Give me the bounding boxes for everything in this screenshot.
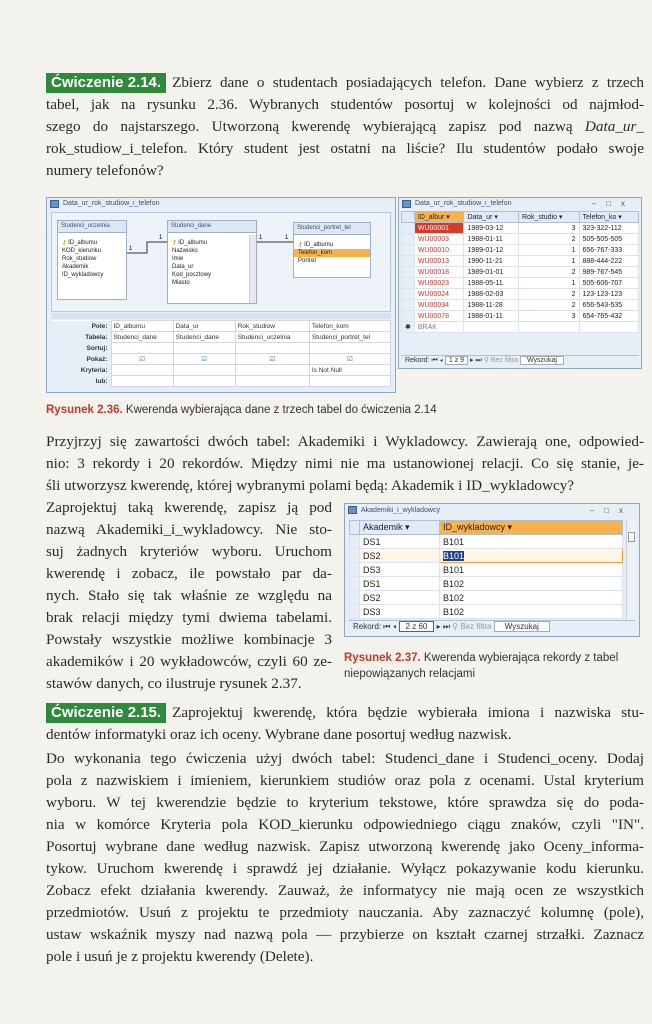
show-checkbox[interactable]: ☑	[173, 354, 235, 365]
row-selector[interactable]	[402, 289, 415, 300]
text-line: Powstały wszystkie możliwe kombinacje 3	[46, 631, 332, 648]
table-cell[interactable]: DS2	[360, 591, 440, 605]
nav-last-button[interactable]: ⏭	[442, 622, 451, 631]
row-selector[interactable]	[350, 605, 360, 619]
field-item-selected[interactable]: Telefon_kom	[294, 249, 370, 257]
text-line: brak relacji między tymi dwiema tabelami.	[46, 609, 332, 626]
key-icon: ⚷	[62, 240, 67, 246]
grid-row-label: Pokaż:	[51, 354, 111, 365]
table-cell[interactable]: 3	[519, 223, 580, 234]
selected-text: B101	[443, 550, 465, 561]
result-rows	[402, 223, 639, 322]
datasheet-icon	[348, 506, 357, 514]
grid-cell[interactable]: Studenci_portret_tel	[309, 332, 390, 343]
caption-text: Kwerenda wybierająca rekordy z tabel niepowiązanych relacjami	[344, 652, 619, 680]
table-row[interactable]	[402, 300, 639, 311]
nav-first-button[interactable]: ⏮	[431, 357, 438, 364]
table-cell[interactable]: 505-505-505	[579, 234, 639, 245]
grid-row-label: Pole:	[51, 321, 111, 332]
table-cell[interactable]: 505-606-707	[579, 278, 639, 289]
table-cell[interactable]: WU00024	[414, 289, 464, 300]
new-row-cell[interactable]: BRAK	[414, 322, 464, 333]
result-table	[401, 211, 639, 333]
window-controls[interactable]: –□x	[591, 199, 635, 208]
field-item[interactable]: Rok_studiow	[62, 256, 97, 262]
column-header[interactable]: ID_wykladowcy ▾	[440, 521, 623, 535]
table-cell[interactable]: 1990-11-21	[464, 256, 519, 267]
table-cell[interactable]: 1	[519, 256, 580, 267]
table-cell[interactable]: 2	[519, 234, 580, 245]
table-cell[interactable]: 1989-01-12	[464, 245, 519, 256]
row-selector[interactable]	[350, 535, 360, 549]
table-cell[interactable]: B101	[440, 563, 623, 577]
filter-label[interactable]: Bez filtra	[490, 357, 519, 364]
table-cell[interactable]: DS3	[360, 605, 440, 619]
result-datasheet-window	[398, 197, 642, 369]
table-cell[interactable]: 888-444-222	[579, 256, 639, 267]
grid-row-label: lub:	[51, 376, 111, 387]
grid-cell[interactable]: Data_ur	[173, 321, 235, 332]
grid-cell[interactable]	[173, 376, 235, 387]
table-cell[interactable]: 1	[519, 278, 580, 289]
text-line: nia w komórce Kryteria pola KOD_kierunku odpowiedniego ciągu znaków, czyli "IN".	[46, 816, 644, 833]
table-cell[interactable]: B101	[440, 535, 623, 549]
caption-number: Rysunek 2.37.	[344, 652, 421, 664]
window-title: Data_ur_rok_studiow_i_telefon	[63, 200, 160, 207]
text-line: akademików i 20 wykładowców, czyli 60 ze-	[46, 653, 332, 670]
row-selector[interactable]	[402, 245, 415, 256]
grid-cell[interactable]	[173, 343, 235, 354]
query-designer-window	[46, 197, 396, 393]
table-cell[interactable]: 1	[519, 245, 580, 256]
show-checkbox[interactable]: ☑	[111, 354, 173, 365]
caption-number: Rysunek 2.36.	[46, 404, 123, 416]
table-cell[interactable]: 654-765-432	[579, 311, 639, 322]
table-cell[interactable]: DS3	[360, 563, 440, 577]
grid-cell[interactable]	[309, 376, 390, 387]
table-cell[interactable]	[440, 549, 623, 563]
table-cell[interactable]: WU00001	[414, 223, 464, 234]
field-item[interactable]: Akademik	[62, 264, 89, 270]
table-box-title: Studenci_portret_tel	[294, 223, 370, 235]
window-title: Akademiki_i_wykladowcy	[361, 507, 440, 514]
grid-cell[interactable]	[111, 343, 173, 354]
table-cell[interactable]: 1988-01-11	[464, 234, 519, 245]
field-item[interactable]: ⚷ ID_albumu	[172, 240, 208, 246]
akademiki-datasheet-window	[344, 503, 640, 637]
table-cell[interactable]: B102	[440, 577, 623, 591]
grid-cell[interactable]	[173, 365, 235, 376]
text-line: tykow. Uruchom kwerendę i sprawdź jej działanie. Wyłącz pokazywanie kodu kierunku.	[46, 860, 644, 877]
field-item[interactable]: Data_ur	[172, 264, 194, 270]
table-cell[interactable]: 1988-01-11	[464, 311, 519, 322]
table-box-title: Studenci_dane	[168, 221, 256, 233]
grid-cell[interactable]: Studenci_dane	[173, 332, 235, 343]
text-line: rok_studiow_i_telefon. Który student jest ostatni na liście? Ilu studentów podało swoje	[46, 140, 644, 157]
text-line: nych. Stało się tak właśnie ze względu na	[46, 587, 332, 604]
paragraph	[46, 748, 644, 968]
table-cell[interactable]: DS1	[360, 535, 440, 549]
column-header[interactable]: Rok_studio ▾	[519, 212, 580, 223]
table-cell[interactable]: WU00078	[414, 311, 464, 322]
text-line: pola z nazwiskiem i imieniem, kierunkiem studiów oraz pola z ocenami. Ustal kryterium	[46, 772, 644, 789]
text-line: kwerendę i zobacz, ile powstało par da-	[46, 565, 332, 582]
grid-cell[interactable]	[235, 343, 309, 354]
exercise-badge: Ćwiczenie 2.14.	[46, 73, 166, 93]
field-item[interactable]: ⚷ ID_albumu	[62, 240, 98, 246]
table-cell[interactable]: WU00034	[414, 300, 464, 311]
filter-icon[interactable]: ⚲	[452, 622, 459, 631]
field-item[interactable]: KOD_kierunku	[62, 248, 102, 254]
table-cell[interactable]: DS2	[360, 549, 440, 563]
text-line: Do wykonania tego ćwiczenia użyj dwóch tabel: Studenci_dane i Studenci_oceny. Dodaj	[46, 750, 644, 767]
row-selector[interactable]	[402, 223, 415, 234]
table-cell[interactable]: B102	[440, 591, 623, 605]
grid-cell[interactable]: Studenci_dane	[111, 332, 173, 343]
query-name: Data_ur_	[584, 118, 644, 135]
row-selector[interactable]	[350, 577, 360, 591]
nav-next-button[interactable]: ▸	[436, 622, 441, 631]
show-checkbox[interactable]: ☑	[309, 354, 390, 365]
record-navigator	[349, 620, 635, 633]
text-line: numery telefonów?	[46, 162, 164, 179]
field-item[interactable]: ⚷ ID_albumu	[298, 242, 334, 248]
relationship-lines	[47, 198, 397, 318]
table-cell[interactable]: WU00003	[414, 234, 464, 245]
table-cell[interactable]: 3	[519, 311, 580, 322]
nav-prev-button[interactable]: ◂	[392, 622, 397, 631]
key-icon: ⚷	[298, 242, 303, 248]
window-controls[interactable]: –□x	[589, 506, 633, 515]
text-line: Zobacz efekt działania kwerendy. Zauważ, że informatycy nie mają ocen ze wszystkich	[46, 882, 644, 899]
akademiki-table	[349, 520, 623, 619]
text-line: Zaprojektuj taką kwerendę, zapisz ją pod	[46, 499, 332, 516]
table-cell[interactable]: 656-767-333	[579, 245, 639, 256]
table-cell[interactable]: 1988-05-11	[464, 278, 519, 289]
grid-cell[interactable]	[235, 376, 309, 387]
table-cell[interactable]: 123-123-123	[579, 289, 639, 300]
nav-next-button[interactable]: ▸	[470, 357, 474, 364]
table-cell[interactable]: 323-322-112	[579, 223, 639, 234]
pane-splitter[interactable]	[51, 313, 391, 319]
figure-caption	[46, 404, 437, 416]
field-item[interactable]: Miasto	[172, 280, 190, 286]
table-row[interactable]	[402, 245, 639, 256]
table-row[interactable]	[402, 234, 639, 245]
table-cell[interactable]: 1989-01-01	[464, 267, 519, 278]
text-line: Posortuj wybrane dane według nazwisk. Zapisz utworzoną kwerendę jako Oceny_informa-	[46, 838, 644, 855]
table-cell[interactable]: 2	[519, 267, 580, 278]
one-marker: 1	[129, 246, 133, 252]
text-line: ustaw wskaźnik myszy nad nazwą pola — przybierze on kształt czarnej strzałki. Zaznacz	[46, 926, 644, 943]
text-line: nazwą Akademiki_i_wykladowcy. Nie sto-	[46, 521, 332, 538]
nav-prev-button[interactable]: ◂	[439, 357, 443, 364]
row-selector[interactable]	[402, 300, 415, 311]
grid-row-label: Kryteria:	[51, 365, 111, 376]
table-row[interactable]	[350, 605, 623, 619]
text-line: wyboru. W tej kwerendzie będzie to kryterium tekstowe, które sprawdza się do poda-	[46, 794, 644, 811]
table-row[interactable]	[402, 278, 639, 289]
exercise-2-14	[46, 72, 644, 182]
text-line: śli utworzysz kwerendę, której wybranymi polami będą: Akademik i ID_wykladowcy?	[46, 477, 575, 494]
table-row[interactable]	[350, 591, 623, 605]
row-selector[interactable]	[350, 549, 360, 563]
key-icon: ⚷	[172, 240, 177, 246]
table-cell[interactable]: B102	[440, 605, 623, 619]
table-row[interactable]	[402, 256, 639, 267]
new-row-marker[interactable]: ✱	[402, 322, 415, 333]
text-line: Przyjrzyj się zawartości dwóch tabel: Akademiki i Wykladowcy. Zawierają one, odpowied-	[46, 433, 644, 450]
column-header[interactable]: Telefon_ko ▾	[579, 212, 639, 223]
text-line: przedmiotów. Usuń z projektu te przedmioty nauczania. Aby zaznaczyć kolumnę (pole),	[46, 904, 644, 921]
table-cell[interactable]: WU00023	[414, 278, 464, 289]
table-cell[interactable]: 2	[519, 289, 580, 300]
field-item[interactable]: Portret	[298, 258, 317, 264]
table-row[interactable]	[350, 563, 623, 577]
text-line: tabel, jak na rysunku 2.36. Wybranych studentów posortuj w kolejności od najmłod-	[46, 96, 644, 113]
text-line: nio: 3 rekordy i 20 rekordów. Między nimi nie ma ustanowionej relacji. Co się stanie, je-	[46, 455, 644, 472]
one-marker: 1	[259, 235, 263, 241]
table-row[interactable]	[402, 311, 639, 322]
grid-row-label: Sortuj:	[51, 343, 111, 354]
column-header[interactable]: Data_ur ▾	[464, 212, 519, 223]
table-row[interactable]	[350, 577, 623, 591]
one-marker: 1	[285, 235, 289, 241]
table-cell[interactable]: WU00018	[414, 267, 464, 278]
show-checkbox[interactable]: ☑	[235, 354, 309, 365]
table-row[interactable]	[350, 549, 623, 563]
field-item[interactable]: Nazwisko	[172, 248, 198, 254]
table-row[interactable]	[402, 267, 639, 278]
relationship-line	[127, 242, 167, 253]
filter-icon[interactable]: ⚲	[483, 357, 489, 364]
paragraph	[46, 497, 332, 695]
exercise-2-15	[46, 702, 644, 746]
figure-caption	[344, 650, 640, 682]
table-cell[interactable]: 656-543-535	[579, 300, 639, 311]
text-line: suj żadnych kryteriów wyboru. Uruchom	[46, 543, 332, 560]
row-selector[interactable]	[350, 563, 360, 577]
one-marker: 1	[159, 235, 163, 241]
field-item[interactable]: Kod_pocztowy	[172, 272, 212, 278]
row-selector[interactable]	[350, 591, 360, 605]
table-cell[interactable]: WU00013	[414, 256, 464, 267]
column-header[interactable]: ID_albur ▾	[414, 212, 464, 223]
row-selector[interactable]	[402, 234, 415, 245]
scroll-thumb[interactable]	[628, 532, 635, 542]
vertical-scrollbar[interactable]	[626, 520, 636, 620]
text-line: dentów informatyki oraz ich oceny. Wybrane dane posortuj według nazwisk.	[46, 726, 512, 743]
grid-cell[interactable]	[111, 365, 173, 376]
field-item[interactable]: Imie	[172, 256, 184, 262]
row-selector[interactable]	[402, 212, 415, 223]
search-box[interactable]: Wyszukaj	[520, 356, 564, 365]
exercise-badge: Ćwiczenie 2.15.	[46, 703, 166, 723]
table-cell[interactable]: WU00010	[414, 245, 464, 256]
text-line: Zaprojektuj kwerendę, która będzie wybierała imiona i nazwiska stu-	[172, 704, 644, 721]
paragraph	[46, 431, 644, 497]
table-cell[interactable]: 1988-02-03	[464, 289, 519, 300]
table-cell[interactable]: DS1	[360, 577, 440, 591]
grid-cell[interactable]	[309, 343, 390, 354]
column-header[interactable]: Akademik ▾	[360, 521, 440, 535]
caption-text: Kwerenda wybierająca dane z trzech tabel do ćwiczenia 2.14	[125, 404, 437, 416]
table-cell[interactable]: 1989-03-12	[464, 223, 519, 234]
text-line: szego do najstarszego. Utworzoną kwerendę wybierającą zapisz pod nazwą	[46, 118, 573, 135]
text-line: pole i usuń je z projektu kwerendy (Delete).	[46, 948, 314, 965]
row-selector[interactable]	[350, 521, 360, 535]
record-navigator	[401, 355, 639, 366]
table-cell[interactable]: 1988-11-28	[464, 300, 519, 311]
grid-cell[interactable]: Telefon_kom	[309, 321, 390, 332]
text-line: Zbierz dane o studentach posiadających telefon. Dane wybierz z trzech	[172, 74, 644, 91]
nav-last-button[interactable]: ⏭	[475, 357, 482, 364]
grid-cell[interactable]	[111, 376, 173, 387]
criteria-cell[interactable]: Is Not Null	[309, 365, 390, 376]
nav-first-button[interactable]: ⏮	[383, 622, 391, 631]
text-line: stawów danych, co ilustruje rysunek 2.37.	[46, 675, 302, 692]
grid-cell[interactable]: Studenci_uczelnia	[235, 332, 309, 343]
field-item[interactable]: ID_wykladowcy	[62, 272, 104, 278]
table-row[interactable]	[402, 289, 639, 300]
search-box[interactable]: Wyszukaj	[494, 621, 550, 632]
design-grid	[51, 320, 391, 387]
grid-cell[interactable]	[235, 365, 309, 376]
row-selector[interactable]	[402, 267, 415, 278]
record-position[interactable]: 2 z 60	[399, 621, 435, 632]
row-selector[interactable]	[402, 278, 415, 289]
row-selector[interactable]	[402, 256, 415, 267]
record-label: Rekord:	[353, 622, 382, 631]
table-box-title: Studenci_uczelnia	[58, 221, 126, 233]
grid-cell[interactable]: Rok_studiow	[235, 321, 309, 332]
record-position[interactable]: 1 z 9	[445, 356, 468, 365]
table-cell[interactable]: 989-767-545	[579, 267, 639, 278]
akademiki-rows	[350, 535, 623, 619]
row-selector[interactable]	[402, 311, 415, 322]
datasheet-icon	[402, 200, 411, 208]
filter-label[interactable]: Bez filtra	[460, 622, 492, 631]
grid-cell[interactable]: ID_albumu	[111, 321, 173, 332]
table-row[interactable]	[402, 223, 639, 234]
table-cell[interactable]: 2	[519, 300, 580, 311]
record-label: Rekord:	[405, 357, 430, 364]
window-title: Data_ur_rok_studiow_i_telefon	[415, 200, 512, 207]
table-row[interactable]	[350, 535, 623, 549]
grid-row-label: Tabela:	[51, 332, 111, 343]
